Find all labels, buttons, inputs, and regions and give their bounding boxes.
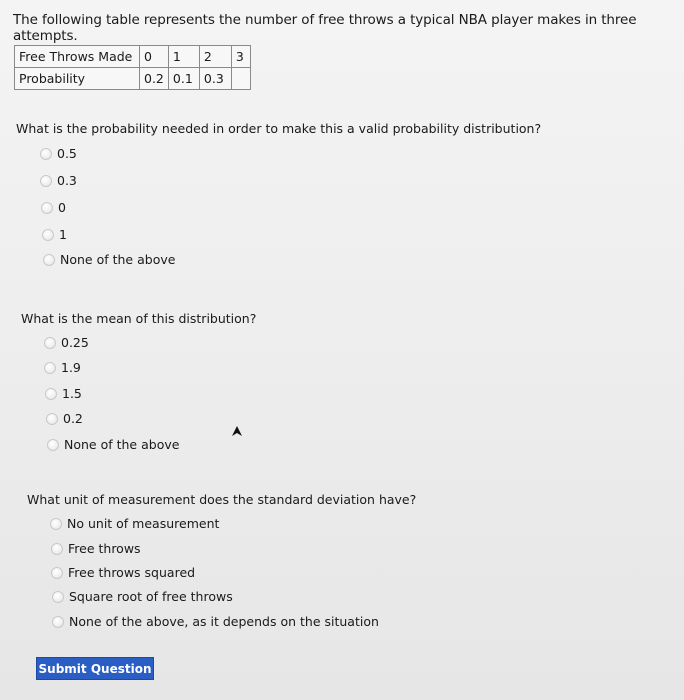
option-label: 0.25 bbox=[61, 335, 89, 350]
option-label: No unit of measurement bbox=[67, 516, 220, 531]
table-cell: 3 bbox=[231, 46, 250, 68]
option-label: Free throws squared bbox=[68, 565, 196, 580]
intro-text: The following table represents the number of free throws a typical NBA player makes in three attempts. bbox=[13, 12, 637, 44]
option-label: Free throws bbox=[68, 541, 141, 556]
option-label: 0.5 bbox=[57, 146, 77, 161]
radio-button[interactable] bbox=[43, 254, 55, 266]
table-cell: 0.3 bbox=[199, 68, 231, 90]
q2-option-1[interactable] bbox=[44, 335, 89, 350]
radio-button[interactable] bbox=[52, 616, 64, 628]
option-label: 1.9 bbox=[61, 360, 81, 375]
distribution-table bbox=[14, 45, 251, 90]
table-cell: 0.1 bbox=[168, 68, 199, 90]
radio-button[interactable] bbox=[44, 362, 56, 374]
radio-button[interactable] bbox=[46, 413, 58, 425]
question-1-text: What is the probability needed in order to make this a valid probability distribution? bbox=[16, 121, 542, 136]
q3-option-5[interactable] bbox=[52, 614, 379, 629]
q2-option-2[interactable] bbox=[44, 360, 81, 375]
option-label: 1 bbox=[59, 227, 67, 242]
table-cell: 0.2 bbox=[140, 68, 169, 90]
mouse-pointer-icon bbox=[231, 425, 243, 437]
table-cell: Free Throws Made bbox=[15, 46, 140, 68]
radio-button[interactable] bbox=[51, 567, 63, 579]
option-label: None of the above bbox=[64, 437, 180, 452]
question-2-text: What is the mean of this distribution? bbox=[21, 311, 257, 326]
q2-option-4[interactable] bbox=[46, 411, 83, 426]
option-label: Square root of free throws bbox=[69, 589, 233, 604]
radio-button[interactable] bbox=[41, 202, 53, 214]
radio-button[interactable] bbox=[51, 543, 63, 555]
radio-button[interactable] bbox=[42, 229, 54, 241]
option-label: 1.5 bbox=[62, 386, 82, 401]
option-label: 0.2 bbox=[63, 411, 83, 426]
q1-option-3[interactable] bbox=[41, 200, 66, 215]
radio-button[interactable] bbox=[45, 388, 57, 400]
q3-option-2[interactable] bbox=[51, 541, 141, 556]
q1-option-4[interactable] bbox=[42, 227, 67, 242]
radio-button[interactable] bbox=[47, 439, 59, 451]
option-label: None of the above bbox=[60, 252, 176, 267]
radio-button[interactable] bbox=[52, 591, 64, 603]
q2-option-3[interactable] bbox=[45, 386, 82, 401]
q1-option-1[interactable] bbox=[40, 146, 77, 161]
q1-option-2[interactable] bbox=[40, 173, 77, 188]
table-row bbox=[15, 68, 251, 90]
radio-button[interactable] bbox=[40, 148, 52, 160]
q3-option-1[interactable] bbox=[50, 516, 219, 531]
radio-button[interactable] bbox=[50, 518, 62, 530]
q2-option-5[interactable] bbox=[47, 437, 179, 452]
radio-button[interactable] bbox=[40, 175, 52, 187]
option-label: 0 bbox=[58, 200, 66, 215]
table-row bbox=[15, 46, 251, 68]
q3-option-3[interactable] bbox=[51, 565, 195, 580]
question-3-text: What unit of measurement does the standard deviation have? bbox=[27, 492, 417, 507]
q3-option-4[interactable] bbox=[52, 589, 233, 604]
option-label: 0.3 bbox=[57, 173, 77, 188]
option-label: None of the above, as it depends on the situation bbox=[69, 614, 379, 629]
table-cell: 2 bbox=[199, 46, 231, 68]
table-cell bbox=[231, 68, 250, 90]
table-cell: 1 bbox=[168, 46, 199, 68]
radio-button[interactable] bbox=[44, 337, 56, 349]
q1-option-5[interactable] bbox=[43, 252, 175, 267]
table-cell: Probability bbox=[15, 68, 140, 90]
table-cell: 0 bbox=[140, 46, 169, 68]
submit-question-button[interactable]: Submit Question bbox=[36, 657, 154, 680]
